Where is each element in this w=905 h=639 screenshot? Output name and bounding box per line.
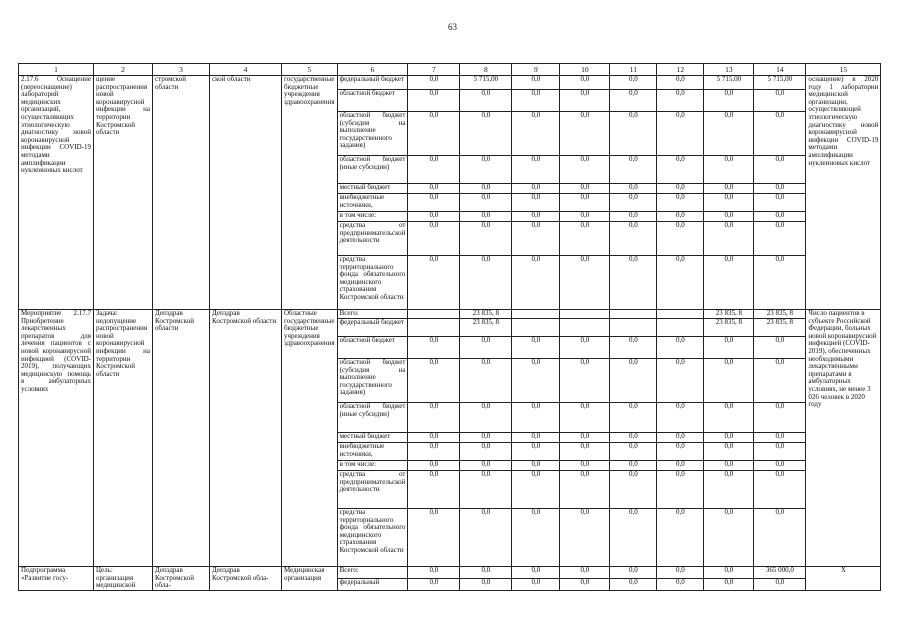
amount-cell: 0,0	[610, 403, 657, 433]
amount-cell: 0,0	[408, 359, 460, 403]
amount-cell: 0,0	[657, 403, 704, 433]
funding-source-cell: областной бюджет	[337, 337, 408, 359]
amount-cell	[560, 310, 610, 319]
amount-cell: 0,0	[754, 461, 806, 471]
amount-cell: 0,0	[460, 567, 512, 579]
amount-cell: 0,0	[460, 222, 512, 256]
amount-cell: 0,0	[754, 509, 806, 567]
amount-cell: 0,0	[657, 443, 704, 461]
amount-cell: 0,0	[460, 403, 512, 433]
program-table	[18, 63, 881, 591]
funding-source-cell: внебюджетные источники,	[337, 443, 408, 461]
amount-cell: 23 835, 8	[460, 319, 512, 337]
amount-cell: 0,0	[560, 403, 610, 433]
amount-cell: 0,0	[754, 112, 806, 156]
amount-cell: 0,0	[754, 433, 806, 443]
amount-cell: 0,0	[560, 567, 610, 579]
amount-cell: 0,0	[610, 337, 657, 359]
amount-cell: 0,0	[560, 337, 610, 359]
amount-cell: 0,0	[408, 337, 460, 359]
amount-cell: 0,0	[657, 76, 704, 90]
amount-cell: 0,0	[560, 194, 610, 212]
amount-cell: 0,0	[408, 403, 460, 433]
amount-cell: 0,0	[408, 90, 460, 112]
amount-cell: 0,0	[460, 194, 512, 212]
amount-cell: 0,0	[704, 471, 754, 509]
funding-source-cell: средства территориального фонда обязательного медицинского страхования Костромской области	[337, 256, 408, 310]
amount-cell: 0,0	[657, 337, 704, 359]
amount-cell: 0,0	[704, 461, 754, 471]
funding-source-cell: местный бюджет	[337, 433, 408, 443]
amount-cell: 0,0	[512, 90, 560, 112]
amount-cell: 0,0	[512, 156, 560, 184]
amount-cell	[657, 310, 704, 319]
funding-source-cell: средства от предпринимательской деятельности	[337, 471, 408, 509]
amount-cell: 0,0	[754, 256, 806, 310]
amount-cell: 0,0	[560, 112, 610, 156]
amount-cell: 0,0	[460, 461, 512, 471]
amount-cell: 0,0	[512, 578, 560, 590]
table-row	[19, 310, 881, 319]
amount-cell: 0,0	[754, 222, 806, 256]
amount-cell: 0,0	[512, 433, 560, 443]
column-number-header: 13	[704, 64, 754, 76]
amount-cell: 0,0	[610, 76, 657, 90]
amount-cell: 0,0	[512, 212, 560, 222]
amount-cell: 0,0	[560, 222, 610, 256]
amount-cell: 0,0	[560, 359, 610, 403]
amount-cell: 0,0	[657, 184, 704, 194]
amount-cell: 0,0	[610, 567, 657, 579]
amount-cell: 0,0	[704, 256, 754, 310]
amount-cell: 5 715,00	[460, 76, 512, 90]
amount-cell: 0,0	[560, 578, 610, 590]
amount-cell: 0,0	[512, 567, 560, 579]
amount-cell: 0,0	[512, 403, 560, 433]
amount-cell	[408, 310, 460, 319]
amount-cell: 0,0	[754, 90, 806, 112]
amount-cell: 0,0	[704, 509, 754, 567]
amount-cell: 0,0	[704, 156, 754, 184]
amount-cell: 0,0	[460, 112, 512, 156]
amount-cell: 0,0	[560, 212, 610, 222]
amount-cell: 0,0	[408, 567, 460, 579]
funding-source-cell: областной бюджет (иные субсидии)	[337, 156, 408, 184]
responsible-executor-cell: стромской области	[153, 76, 210, 310]
amount-cell: 0,0	[560, 471, 610, 509]
amount-cell: 0,0	[512, 222, 560, 256]
column-number-header: 2	[94, 64, 153, 76]
amount-cell: 0,0	[512, 337, 560, 359]
funding-source-cell: Всего:	[337, 567, 408, 579]
amount-cell: 0,0	[560, 90, 610, 112]
amount-cell: 0,0	[704, 359, 754, 403]
amount-cell: 0,0	[610, 222, 657, 256]
amount-cell: 0,0	[610, 461, 657, 471]
amount-cell: 0,0	[754, 184, 806, 194]
funding-source-cell: федеральный бюджет	[337, 76, 408, 90]
funding-source-cell: федеральный бюджет	[337, 319, 408, 337]
amount-cell: 0,0	[704, 433, 754, 443]
amount-cell: 0,0	[754, 212, 806, 222]
amount-cell: 0,0	[408, 194, 460, 212]
amount-cell: 0,0	[704, 578, 754, 590]
activity-name-cell: Мероприятие 2.17.7 Приобретение лекарственных препаратов для лечения пациентов с новой коронавирусной инфекцией (COVID-2019), получающих медицинскую помощь в амбулаторных условиях	[19, 310, 94, 567]
co-executor-cell: Депздрав Костромской области	[210, 310, 282, 567]
amount-cell	[657, 319, 704, 337]
column-number-header: 6	[337, 64, 408, 76]
column-number-header: 5	[282, 64, 338, 76]
expected-result-cell: оснащение) в 2020 году 1 лаборатории медицинской организации, осуществляющей этиологическую диагностику новой коронавирусной инфекции COVID-19 методами амплификации нуклеиновых кислот	[806, 76, 881, 310]
amount-cell: 0,0	[460, 90, 512, 112]
amount-cell: 0,0	[408, 256, 460, 310]
amount-cell: 0,0	[610, 90, 657, 112]
funding-source-cell: местный бюджет	[337, 184, 408, 194]
co-executor-cell: Депздрав Костромской обла-	[210, 567, 282, 591]
amount-cell	[408, 319, 460, 337]
amount-cell: 0,0	[408, 76, 460, 90]
amount-cell: 0,0	[408, 471, 460, 509]
amount-cell: 0,0	[408, 578, 460, 590]
funding-source-cell: средства территориального фонда обязательного медицинского страхования Костромской области	[337, 509, 408, 567]
page-number: 63	[448, 22, 457, 32]
amount-cell: 0,0	[704, 212, 754, 222]
amount-cell: 0,0	[408, 184, 460, 194]
amount-cell	[610, 319, 657, 337]
amount-cell: 5 715,00	[754, 76, 806, 90]
amount-cell: 0,0	[657, 222, 704, 256]
amount-cell: 0,0	[610, 578, 657, 590]
amount-cell	[560, 319, 610, 337]
amount-cell: 5 715,00	[704, 76, 754, 90]
amount-cell: 0,0	[560, 76, 610, 90]
amount-cell: 0,0	[704, 222, 754, 256]
amount-cell: 0,0	[657, 433, 704, 443]
amount-cell: 0,0	[460, 471, 512, 509]
amount-cell: 0,0	[657, 256, 704, 310]
amount-cell: 0,0	[704, 403, 754, 433]
amount-cell: 0,0	[657, 578, 704, 590]
column-number-header: 4	[210, 64, 282, 76]
amount-cell: 0,0	[408, 443, 460, 461]
amount-cell: 0,0	[657, 156, 704, 184]
responsible-executor-cell: Депздрав Костромской обла-	[153, 567, 210, 591]
amount-cell: 0,0	[610, 194, 657, 212]
amount-cell: 0,0	[704, 443, 754, 461]
amount-cell: 0,0	[754, 471, 806, 509]
amount-cell: 0,0	[560, 443, 610, 461]
amount-cell: 23 835, 8	[704, 310, 754, 319]
amount-cell: 0,0	[610, 256, 657, 310]
funding-source-cell: в том числе:	[337, 461, 408, 471]
amount-cell: 23 835, 8	[704, 319, 754, 337]
participant-cell: Медицинская организация	[282, 567, 338, 591]
expected-result-cell: X	[806, 567, 881, 591]
table-row	[19, 567, 881, 579]
amount-cell: 0,0	[754, 403, 806, 433]
column-number-header: 3	[153, 64, 210, 76]
amount-cell	[512, 310, 560, 319]
amount-cell: 0,0	[754, 156, 806, 184]
amount-cell	[610, 310, 657, 319]
column-number-header: 11	[610, 64, 657, 76]
amount-cell: 0,0	[408, 433, 460, 443]
amount-cell: 0,0	[512, 443, 560, 461]
activity-name-cell: Подпрограмма «Развитие госу-	[19, 567, 94, 591]
amount-cell: 0,0	[408, 112, 460, 156]
participant-cell: Областные государственные бюджетные учреждения здравоохранения	[282, 310, 338, 567]
column-number-header: 12	[657, 64, 704, 76]
funding-source-cell: средства от предпринимательской деятельности	[337, 222, 408, 256]
amount-cell: 0,0	[512, 461, 560, 471]
column-number-header: 15	[806, 64, 881, 76]
amount-cell: 0,0	[754, 578, 806, 590]
amount-cell: 0,0	[610, 156, 657, 184]
amount-cell: 0,0	[560, 461, 610, 471]
funding-source-cell: в том числе:	[337, 212, 408, 222]
amount-cell: 0,0	[657, 359, 704, 403]
amount-cell: 23 835, 8	[754, 310, 806, 319]
amount-cell: 0,0	[408, 156, 460, 184]
amount-cell: 0,0	[512, 194, 560, 212]
amount-cell: 0,0	[657, 112, 704, 156]
funding-source-cell: областной бюджет	[337, 90, 408, 112]
amount-cell: 0,0	[610, 359, 657, 403]
amount-cell: 0,0	[610, 184, 657, 194]
amount-cell: 0,0	[610, 509, 657, 567]
amount-cell: 0,0	[408, 212, 460, 222]
amount-cell: 0,0	[704, 184, 754, 194]
amount-cell: 0,0	[754, 194, 806, 212]
amount-cell: 0,0	[512, 256, 560, 310]
amount-cell: 0,0	[704, 90, 754, 112]
amount-cell: 0,0	[460, 433, 512, 443]
amount-cell: 0,0	[408, 461, 460, 471]
amount-cell: 0,0	[657, 471, 704, 509]
funding-source-cell: областной бюджет (иные субсидии)	[337, 403, 408, 433]
column-number-header: 7	[408, 64, 460, 76]
amount-cell: 0,0	[657, 509, 704, 567]
amount-cell: 0,0	[657, 90, 704, 112]
amount-cell: 23 835, 8	[460, 310, 512, 319]
amount-cell: 0,0	[560, 509, 610, 567]
column-number-header: 9	[512, 64, 560, 76]
amount-cell: 0,0	[560, 184, 610, 194]
responsible-executor-cell: Депздрав Костромской области	[153, 310, 210, 567]
amount-cell: 0,0	[512, 359, 560, 403]
column-number-header: 10	[560, 64, 610, 76]
amount-cell: 0,0	[512, 471, 560, 509]
funding-source-cell: внебюджетные источники,	[337, 194, 408, 212]
amount-cell: 0,0	[512, 184, 560, 194]
amount-cell: 0,0	[560, 433, 610, 443]
amount-cell: 0,0	[460, 359, 512, 403]
column-number-header: 14	[754, 64, 806, 76]
amount-cell: 0,0	[512, 509, 560, 567]
amount-cell: 0,0	[560, 156, 610, 184]
amount-cell: 0,0	[610, 212, 657, 222]
amount-cell: 0,0	[704, 194, 754, 212]
amount-cell: 0,0	[610, 443, 657, 461]
amount-cell: 0,0	[460, 443, 512, 461]
amount-cell: 0,0	[408, 509, 460, 567]
activity-name-cell: 2.17.6 Оснащение (переоснащение) лабораторий медицинских организаций, осуществляющих этиологическую диагностику новой коронавирусной инфекции COVID-19 методами амплификации нуклеиновых кислот	[19, 76, 94, 310]
amount-cell: 0,0	[610, 433, 657, 443]
column-number-header: 8	[460, 64, 512, 76]
column-number-row	[19, 64, 881, 76]
funding-source-cell: областной бюджет (субсидия на выполнение государственного задания)	[337, 359, 408, 403]
amount-cell: 0,0	[460, 509, 512, 567]
amount-cell: 0,0	[704, 337, 754, 359]
amount-cell: 0,0	[754, 337, 806, 359]
amount-cell: 0,0	[657, 461, 704, 471]
amount-cell: 0,0	[657, 567, 704, 579]
table-row	[19, 76, 881, 90]
amount-cell: 0,0	[610, 471, 657, 509]
amount-cell: 0,0	[460, 578, 512, 590]
amount-cell: 0,0	[704, 567, 754, 579]
amount-cell: 0,0	[460, 256, 512, 310]
goal-task-cell: Цель: организация медицинской	[94, 567, 153, 591]
column-number-header: 1	[19, 64, 94, 76]
expected-result-cell: Число пациентов в субъекте Российской Федерации, больных новой коронавирусной инфекцией (COVID-2019), обеспеченных необходимыми лекарственными препаратами в амбулаторных условиях, не менее 3 026 человек в 2020 году	[806, 310, 881, 567]
amount-cell: 0,0	[560, 256, 610, 310]
funding-source-cell: федеральный	[337, 578, 408, 590]
funding-source-cell: областной бюджет (субсидия на выполнение государственного задания)	[337, 112, 408, 156]
amount-cell: 0,0	[512, 112, 560, 156]
amount-cell: 365 000,0	[754, 567, 806, 579]
amount-cell: 0,0	[657, 194, 704, 212]
amount-cell: 0,0	[704, 112, 754, 156]
amount-cell: 0,0	[408, 222, 460, 256]
amount-cell: 0,0	[460, 337, 512, 359]
goal-task-cell: Задача: недопущение распространения новой коронавирусной инфекции на территории Костромской области	[94, 310, 153, 567]
amount-cell: 0,0	[657, 212, 704, 222]
funding-source-cell: Всего:	[337, 310, 408, 319]
participant-cell: государственные бюджетные учреждения здравоохранения	[282, 76, 338, 310]
amount-cell: 0,0	[460, 156, 512, 184]
amount-cell: 0,0	[610, 112, 657, 156]
amount-cell: 0,0	[754, 443, 806, 461]
co-executor-cell: ской области	[210, 76, 282, 310]
amount-cell: 0,0	[460, 184, 512, 194]
amount-cell	[512, 319, 560, 337]
amount-cell: 0,0	[512, 76, 560, 90]
amount-cell: 0,0	[754, 359, 806, 403]
amount-cell: 0,0	[460, 212, 512, 222]
goal-task-cell: щение распространения новой коронавирусной инфекции на территории Костромской области	[94, 76, 153, 310]
amount-cell: 23 835, 8	[754, 319, 806, 337]
